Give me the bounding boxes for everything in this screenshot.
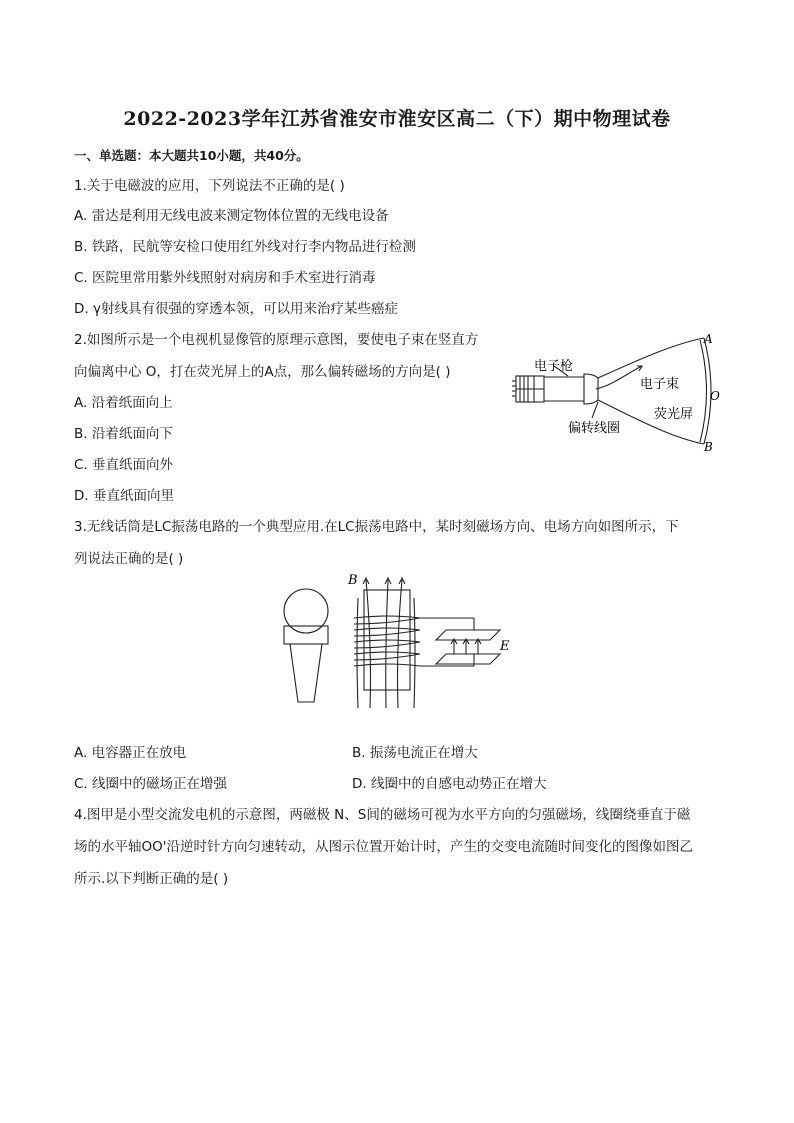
crt-diagram — [508, 330, 728, 456]
q3-option-b: B. 振荡电流正在增大 — [352, 745, 478, 761]
q3-option-d: D. 线圈中的自感电动势正在增大 — [352, 776, 547, 792]
q4-stem-line2: 场的水平轴OO'沿逆时针方向匀速转动，从图示位置开始计时，产生的交变电流随时间变化的图像如图乙 — [74, 839, 693, 855]
crt-label-screen: 荧光屏 — [654, 407, 694, 422]
crt-label-o: O — [710, 389, 720, 403]
lc-label-b: B — [348, 573, 358, 588]
section-heading: 一、单选题：本大题共10小题，共40分。 — [74, 148, 309, 163]
crt-label-a: A — [704, 332, 713, 346]
lc-circuit-diagram — [278, 568, 528, 718]
q1-option-c: C. 医院里常用紫外线照射对病房和手术室进行消毒 — [74, 270, 376, 286]
q2-option-b: B. 沿着纸面向下 — [74, 426, 173, 442]
q3-option-c: C. 线圈中的磁场正在增强 — [74, 776, 228, 792]
q2-option-a: A. 沿着纸面向上 — [74, 395, 173, 411]
lc-label-e: E — [500, 639, 510, 654]
crt-label-coil: 偏转线圈 — [568, 421, 621, 436]
crt-label-b: B — [704, 440, 713, 454]
q3-option-a: A. 电容器正在放电 — [74, 745, 187, 761]
q1-option-a: A. 雷达是利用无线电波来测定物体位置的无线电设备 — [74, 208, 389, 224]
q4-stem-line1: 4.图甲是小型交流发电机的示意图，两磁极 N、S间的磁场可视为水平方向的匀强磁场，线圈绕垂直于磁 — [74, 807, 691, 823]
exam-title: 2022-2023学年江苏省淮安市淮安区高二（下）期中物理试卷 — [123, 108, 671, 130]
q1-option-d: D. γ射线具有很强的穿透本领，可以用来治疗某些癌症 — [74, 301, 398, 317]
q3-stem-line2: 列说法正确的是( ) — [74, 551, 184, 567]
q3-stem-line1: 3.无线话筒是LC振荡电路的一个典型应用.在LC振荡电路中，某时刻磁场方向、电场方向如图所示，下 — [74, 519, 679, 535]
q2-stem-line1: 2.如图所示是一个电视机显像管的原理示意图，要使电子束在竖直方 — [74, 332, 479, 348]
crt-label-gun: 电子枪 — [534, 359, 574, 374]
q1-stem: 1.关于电磁波的应用，下列说法不正确的是( ) — [74, 178, 345, 194]
q1-option-b: B. 铁路，民航等安检口使用红外线对行李内物品进行检测 — [74, 239, 416, 255]
q2-option-c: C. 垂直纸面向外 — [74, 457, 174, 473]
q2-option-d: D. 垂直纸面向里 — [74, 488, 174, 504]
q4-stem-line3: 所示.以下判断正确的是( ) — [74, 871, 229, 887]
crt-label-beam: 电子束 — [640, 377, 680, 392]
q2-stem-line2: 向偏离中心 O，打在荧光屏上的A点，那么偏转磁场的方向是( ) — [74, 364, 451, 380]
